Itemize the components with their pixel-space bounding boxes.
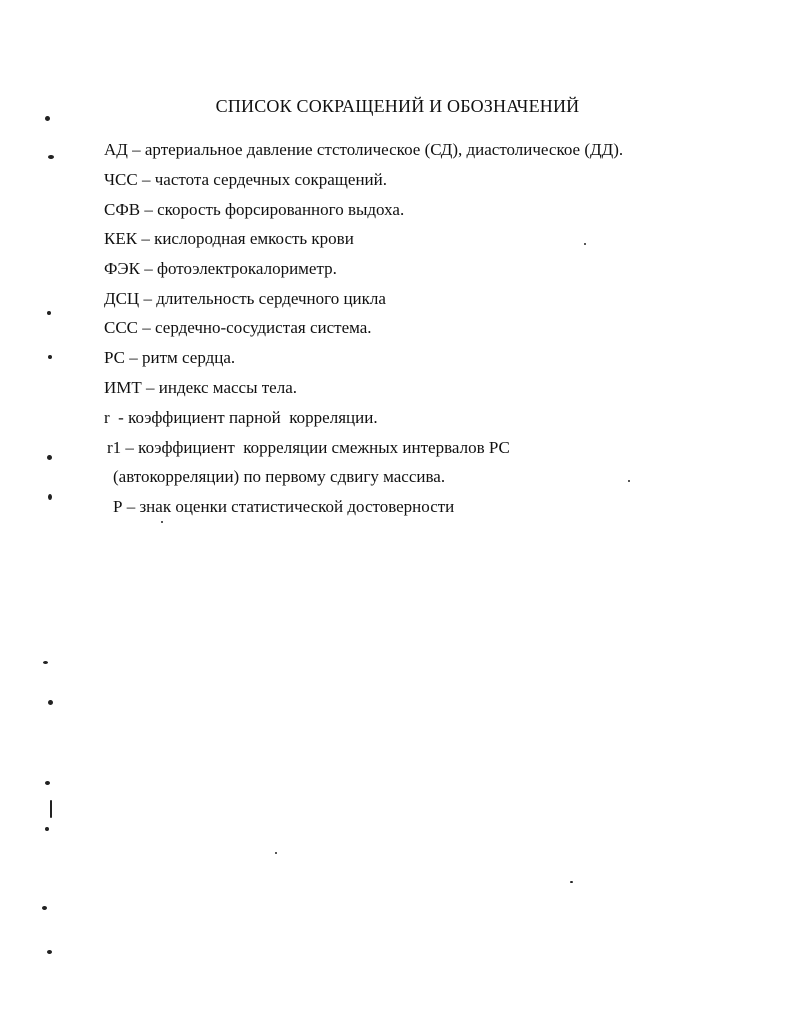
- list-item: [104, 259, 337, 279]
- scan-speck: [161, 521, 163, 523]
- abbreviation-definition: артериальное давление стстолическое (СД), диастолическое (ДД).: [144, 140, 624, 159]
- scan-speck: [47, 950, 52, 954]
- list-item: [104, 318, 372, 338]
- abbreviation-definition: скорость форсированного выдоха.: [157, 200, 405, 219]
- scan-speck: [45, 781, 50, 785]
- abbreviation-term: АД: [104, 140, 128, 159]
- abbreviation-definition: индекс массы тела.: [158, 378, 298, 397]
- scan-speck: [275, 852, 277, 854]
- abbreviation-term: ДСЦ: [104, 289, 140, 308]
- scan-speck: [48, 700, 53, 705]
- abbreviation-definition: фотоэлектрокалориметр.: [157, 259, 337, 278]
- abbreviation-definition: частота сердечных сокращений.: [154, 170, 387, 189]
- scan-speck: [47, 311, 51, 315]
- scan-speck: [48, 155, 54, 159]
- list-item: [104, 289, 386, 309]
- scan-speck: [48, 494, 52, 500]
- scan-speck: [50, 800, 52, 818]
- abbreviation-term: ФЭК: [104, 259, 140, 278]
- scan-speck: [570, 881, 573, 883]
- abbreviation-term: РС: [104, 348, 126, 367]
- separator: –: [138, 318, 156, 337]
- list-item: [104, 378, 297, 398]
- list-item: [104, 408, 378, 428]
- separator: –: [137, 170, 155, 189]
- scan-speck: [42, 906, 47, 910]
- separator: -: [109, 408, 129, 427]
- abbreviation-definition: кислородная емкость крови: [154, 229, 354, 248]
- abbreviation-term: СФВ: [104, 200, 141, 219]
- scan-speck: [45, 116, 50, 121]
- separator: –: [127, 140, 145, 159]
- abbreviation-definition: ритм сердца.: [142, 348, 236, 367]
- separator: –: [122, 497, 140, 516]
- scan-speck: [47, 455, 52, 460]
- list-item: [107, 438, 510, 458]
- list-item: [104, 348, 235, 368]
- separator: –: [141, 378, 159, 397]
- list-item: [104, 170, 387, 190]
- abbreviation-definition: коэффициент парной корреляции.: [128, 408, 378, 427]
- abbreviation-term: КЕК: [104, 229, 138, 248]
- abbreviation-term: ССС: [104, 318, 139, 337]
- list-item: [104, 200, 404, 220]
- abbreviation-definition: (автокорреляции) по первому сдвигу массива.: [113, 467, 446, 486]
- list-item: [104, 229, 354, 249]
- page-title: СПИСОК СОКРАЩЕНИЙ И ОБОЗНАЧЕНИЙ: [215, 96, 580, 116]
- separator: –: [121, 438, 139, 457]
- list-item: [104, 140, 623, 160]
- abbreviation-definition: коэффициент корреляции смежных интервалов РС: [138, 438, 510, 457]
- abbreviation-term: r: [104, 408, 110, 427]
- scan-speck: [584, 243, 586, 245]
- abbreviation-definition: сердечно-сосудистая система.: [155, 318, 372, 337]
- abbreviation-definition: знак оценки статистической достоверности: [139, 497, 455, 516]
- abbreviation-term: Р: [113, 497, 123, 516]
- abbreviation-term: ЧСС: [104, 170, 138, 189]
- abbreviation-term: r1: [107, 438, 122, 457]
- scan-speck: [48, 355, 52, 359]
- abbreviation-term: ИМТ: [104, 378, 142, 397]
- list-item-continuation: [113, 467, 445, 487]
- separator: –: [139, 289, 157, 308]
- scan-speck: [628, 480, 630, 482]
- scan-speck: [45, 827, 49, 831]
- scan-speck: [43, 661, 48, 664]
- list-item: [113, 497, 454, 517]
- abbreviation-definition: длительность сердечного цикла: [156, 289, 386, 308]
- separator: –: [140, 200, 158, 219]
- separator: –: [137, 229, 155, 248]
- separator: –: [125, 348, 143, 367]
- separator: –: [140, 259, 157, 278]
